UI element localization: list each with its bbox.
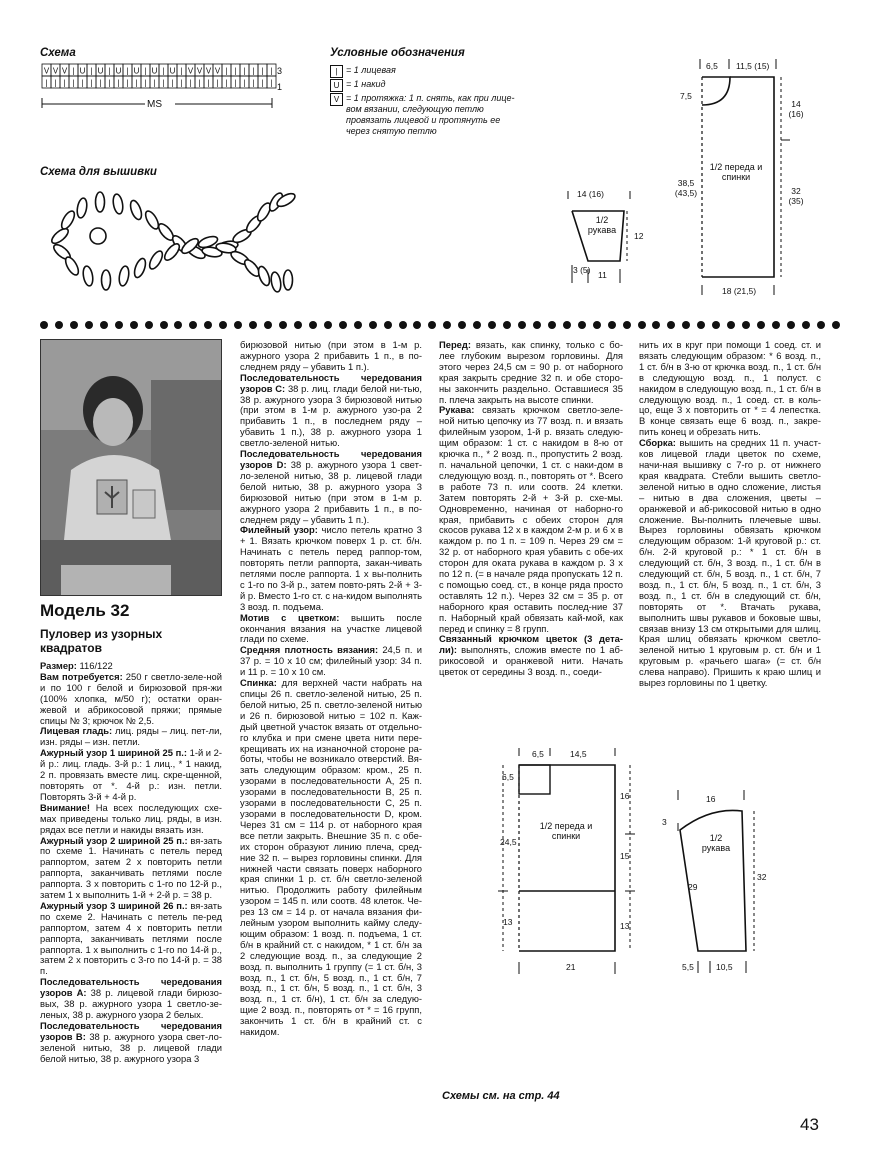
fb2-upper-height-dim: 24,5	[500, 837, 517, 847]
chart-cell-symbol: |	[270, 78, 273, 88]
separator-dot	[294, 321, 302, 329]
paragraph-heading: Внимание!	[40, 801, 90, 813]
fb2-bottom-width-dim: 21	[566, 962, 576, 972]
chart-cell-symbol: |	[216, 78, 219, 88]
legend-text-slip: = 1 протяжка: 1 п. снять, как при лице-вом вязании, следующую петлю провязать лицевой и протянуть ее через снятую петлю	[346, 93, 515, 136]
separator-dot	[160, 321, 168, 329]
paragraph-heading: Лицевая гладь:	[40, 725, 113, 737]
legend-item-yarnover	[330, 79, 520, 92]
paragraph	[40, 901, 222, 977]
separator-dot	[667, 321, 675, 329]
legend-text-yarnover: = 1 накид	[346, 79, 386, 89]
chart-cell-symbol: |	[234, 78, 237, 88]
chart-cell-symbol: V	[214, 66, 221, 76]
page-number: 43	[800, 1115, 819, 1134]
chart-cell-symbol: |	[108, 66, 111, 76]
chain-loop	[132, 257, 147, 279]
model-subtitle: Пуловер из узорных квадратов	[40, 627, 163, 655]
chart-cell-symbol: |	[270, 66, 273, 76]
chart-cell-symbol: |	[225, 78, 228, 88]
sleeve2-cap-dim: 3	[662, 817, 667, 827]
paragraph-body: связать крючком светло-зеле-ной нитью цепочку из 77 возд. п. и вязать филейным узором, 1-й р. вязать следую-щим образом: 1 ст. с накидом в 8-ю от крючка п., * 2 возд. п., пропустить 2 возд. п. начальной цепочки, 1 ст. с наки-дом в следующую возд. п., повторять от *. Всего в работе 73 п. или соотв. 24 клетки. Затем повторять 2-й + 3-й р. схе-мы. Одновременно, начиная от наборно-го края, прибавить с обеих сторон для скосов рукава 12 х в каждом 2-м р. и 6 х в каждом р. по 1 п. = 109 п. Через 29 см = 32 р. от наборного края убавить с обе-их сторон для оката рукава в каждом р. 3 х по 12 п. (= в начале ряда пропускать 12 п. с помощью соед. ст., в конце ряда просто оставлять 12 п.). Через 32 см = 35 р. от наборного края оставить послед-ние 37 п. Наборный край обвязать кай-мой, как перед и спинку = 8 групп.	[439, 404, 623, 634]
sleeve-label-bottom: 1/2 рукава	[701, 833, 731, 853]
paragraph	[240, 645, 422, 678]
separator-dot	[817, 321, 825, 329]
separator-dot	[130, 321, 138, 329]
paragraph	[439, 340, 623, 405]
fb-label-top: 1/2 переда и спинки	[709, 162, 763, 182]
separator-dot	[727, 321, 735, 329]
chart-cell-symbol: |	[162, 66, 165, 76]
separator-dot	[488, 321, 496, 329]
yarn-over-icon: U	[330, 79, 343, 92]
paragraph-body: бирюзовой нитью (при этом в 1-м р. ажурного узора 2 прибавить 1 п., в по-следнем ряду – убавить 1 п.).	[240, 339, 422, 372]
paragraph	[40, 672, 222, 727]
sleeve2-height-dim: 29	[688, 882, 698, 892]
chart-row-label-3: 3	[277, 66, 283, 76]
separator-dot	[219, 321, 227, 329]
sleeve-height-dim: 12	[634, 231, 644, 241]
chain-loop	[270, 271, 282, 292]
chart-cell-symbol: |	[252, 66, 255, 76]
separator-dot	[145, 321, 153, 329]
fb-total-height-dim: 38,5 (43,5)	[674, 178, 698, 198]
separator-dot	[503, 321, 511, 329]
paragraph-body: 24,5 п. и 37 р. = 10 х 10 см; филейный узор: 34 п. и 11 р. = 10 х 10 см.	[240, 644, 423, 678]
separator-dot	[309, 321, 317, 329]
chain-loop	[162, 241, 182, 262]
separator-dot	[384, 321, 392, 329]
chart-cell-symbol: U	[133, 66, 140, 76]
legend-title: Условные обозначения	[330, 47, 465, 59]
fb2-shoulder-width-dim: 14,5	[570, 749, 587, 759]
paragraph-heading: Размер:	[40, 660, 77, 671]
sleeve2-bottom-dim: 10,5	[716, 962, 733, 972]
paragraph-heading: Связанный крючком цветок (3 дета-ли):	[439, 633, 623, 656]
paragraph-heading: Спинка:	[240, 677, 277, 689]
legend-list	[330, 65, 520, 138]
chart-cell-symbol: |	[135, 78, 138, 88]
separator-dot	[70, 321, 78, 329]
separator-dot	[100, 321, 108, 329]
separator-dot	[428, 321, 436, 329]
separator-dot	[249, 321, 257, 329]
paragraph-heading: Вам потребуется:	[40, 670, 123, 682]
chart-cell-symbol: |	[243, 66, 246, 76]
chart-cell-symbol: |	[189, 78, 192, 88]
sleeve2-offset-dim: 5,5	[682, 962, 694, 972]
paragraph-heading: Ажурный узор 3 шириной 26 п.:	[40, 899, 188, 911]
chart-cell-symbol: U	[115, 66, 122, 76]
chain-loop	[76, 197, 88, 218]
paragraph-body: вышить после окончания вязания на участке лицевой глади по схеме.	[240, 611, 422, 645]
fb2-side-dim: 15	[620, 851, 630, 861]
slip-decrease-icon: V	[330, 93, 343, 106]
paragraph-body: вязать, как спинку, только с бо-лее глубоким вырезом горловины. Для этого через 24,5 см = 90 р. от наборного края закрыть средние 32 п. и обе сторо-ны закончить раздельно. Оставшиеся 35 п. плеча закрыть на высоте спинки.	[439, 339, 623, 405]
paragraph	[240, 613, 422, 646]
chart-cell-symbol: V	[43, 66, 50, 76]
text-column-3	[439, 340, 623, 678]
paragraph	[40, 977, 222, 1021]
fb-neck-depth-dim: 7,5	[680, 91, 692, 101]
paragraph	[240, 525, 422, 612]
separator-dot	[593, 321, 601, 329]
paragraph-heading: Последовательность чередования узоров B:	[40, 1019, 222, 1042]
chain-loop	[256, 265, 271, 287]
paragraph-body: 38 р. лицевой глади бирюзо-вых, 38 р. ажурного узора 1 светло-зе-леных, 38 р. ажурного узора 2 белых.	[40, 987, 223, 1020]
paragraph-body: выполнять, сложив вместе по 1 аб-рикосовой и оранжевой нити. Начать цветок от середины 3 возд. п., соеди-	[439, 644, 623, 678]
paragraph-body: 250 г светло-зеле-ной и по 100 г белой и бирюзовой пря-жи (100% хлопка, м/50 г); остатки оран-жевой и абрикосовой пряжи; прямые спицы № 3; крючок № 2,5.	[40, 670, 222, 726]
paragraph-body: для верхней части набрать на спицы 26 п. светло-зеленой нитью, 25 п. белой нитью, 25 п. светло-зеленой нитью и 26 п. бирюзовой нитью = 102 п. Каж-дый цветной участок вязать от отдельно-го клубка и при смене цвета нити пере-крещивать их на изнаночной стороне ра-боты, чтобы не возникало отверстий. Вя-зать следующим образом: кром., 25 п. узорами в последовательности A, 25 п. узорами в последовательности B, 25 п. узорами в последовательности C, 25 п. узорами в последовательности D, кром. Через 31 см = 114 р. от наборного края все петли закрыть. Внешние 35 п. с обе-их сторон образуют линию плеча, сред-ние 32 п. – вырез горловины спинки. Для нижней части связать поверх наборного края спинки 1 р. ст. б/н светло-зеленой нитью. Продолжить работу филейным узором = 145 п. или соотв. 48 клеток. Че-рез 13 см = 14 р. от начала вязания фи-лейным узором выполнить кайму следу-ющим образом: 1 возд. п. подъема, 1 ст. б/н в крайний ст. с накидом, * 1 ст. б/н за 2 следующие возд. п., за следующие 2 возд. п. выполнить 1 группу (= 1 ст. б/н, 3 возд. п., 1 ст. б/н, 5 возд. п., 1 ст. б/н, 7 возд. п., 1 ст. б/н, 5 возд. п., 1 ст. б/н, 3 возд. п., 1 ст. б/н), 1 ст. б/н за следую-щие 2 возд. п., повторять от * = 16 групп, закончить 1 ст. б/н в крайний ст. с накидом.	[240, 677, 422, 1038]
chart-cell-symbol: V	[187, 66, 194, 76]
chart-cell-symbol: |	[180, 66, 183, 76]
sleeve-bottom-width-dim: 11	[598, 270, 607, 280]
fb-armhole-dim: 14 (16)	[788, 99, 804, 119]
chart-cell-symbol: V	[196, 66, 203, 76]
paragraph-heading: Мотив с цветком:	[240, 611, 340, 623]
chart-cell-symbol: U	[97, 66, 104, 76]
chain-loop	[102, 270, 111, 290]
paragraph-heading: Перед:	[439, 339, 471, 350]
paragraph	[639, 340, 821, 438]
chart-cell-symbol: |	[72, 66, 75, 76]
separator-dot	[85, 321, 93, 329]
chart-cell-symbol: |	[162, 78, 165, 88]
separator-dot	[234, 321, 242, 329]
embroidery-title: Схема для вышивки	[40, 166, 157, 178]
chart-cell-symbol: |	[117, 78, 120, 88]
separator-dot	[279, 321, 287, 329]
separator-dot	[787, 321, 795, 329]
chart-cell-symbol: V	[61, 66, 68, 76]
separator-dot	[458, 321, 466, 329]
chart-cell-symbol: V	[52, 66, 59, 76]
paragraph-body: На всех последующих схе-мах приведены только лиц. ряды, в изн. рядах все петли и накиды вязать изн.	[40, 801, 222, 835]
chart-cell-symbol: |	[171, 78, 174, 88]
chart-cell-symbol: |	[261, 78, 264, 88]
chart-cell-symbol: |	[225, 66, 228, 76]
separator-dot	[55, 321, 63, 329]
separator-dot	[324, 321, 332, 329]
chart-cell-symbol: |	[54, 78, 57, 88]
fb-shoulder-width-dim: 11,5 (15)	[736, 61, 770, 71]
fb-neck-width-dim: 6,5	[706, 61, 718, 71]
chart-cell-symbol: |	[81, 78, 84, 88]
paragraph-body: 1-й и 2-й р.: лиц. гладь. 3-й р.: 1 лиц., * 1 накид, 2 п. провязать вместе лиц. скре-щенной, повторять от *. 4-й р.: изн. петли. Повторять 3-й + 4-й р.	[40, 747, 222, 802]
chain-loop	[63, 255, 81, 277]
paragraph	[40, 836, 222, 901]
separator-dot	[757, 321, 765, 329]
separator-dot	[742, 321, 750, 329]
paragraph-heading: Ажурный узор 2 шириной 25 п.:	[40, 834, 188, 846]
separator-dot	[772, 321, 780, 329]
separator-dot	[40, 321, 48, 329]
separator-dot	[638, 321, 646, 329]
separator-dot	[712, 321, 720, 329]
chain-loop	[284, 270, 293, 290]
paragraph	[439, 405, 623, 634]
paragraph-heading: Последовательность чередования узоров A:	[40, 976, 222, 999]
paragraph	[439, 634, 623, 678]
sleeve-pattern-bottom	[650, 785, 780, 980]
separator-dot	[578, 321, 586, 329]
knit-stitch-icon: |	[330, 65, 343, 78]
paragraph	[40, 1021, 222, 1065]
separator-dot	[652, 321, 660, 329]
separator-dot	[623, 321, 631, 329]
fish-embroidery-diagram	[40, 180, 310, 300]
chart-cell-symbol: |	[180, 78, 183, 88]
separator-dot	[369, 321, 377, 329]
chain-loop	[49, 226, 70, 246]
chart-cell-symbol: |	[144, 66, 147, 76]
separator-dot	[563, 321, 571, 329]
chart-cell-symbol: |	[261, 66, 264, 76]
sleeve2-total-dim: 32	[757, 872, 767, 882]
sleeve-top-width-dim: 14 (16)	[577, 189, 604, 199]
paragraph-heading: Последовательность чередования узоров D:	[240, 448, 422, 470]
chart-cell-symbol: |	[99, 78, 102, 88]
paragraph	[639, 438, 821, 689]
chart-cell-symbol: U	[151, 66, 158, 76]
separator-dot	[189, 321, 197, 329]
legend-item-knit	[330, 65, 520, 78]
separator-dot	[413, 321, 421, 329]
chart-cell-symbol: |	[63, 78, 66, 88]
paragraph-heading: Последовательность чередования узоров C:	[240, 371, 422, 394]
fish-eye-icon	[90, 228, 106, 244]
paragraph-body: лиц. ряды – лиц. пет-ли, изн. ряды – изн. петли.	[40, 725, 222, 748]
separator-dot	[518, 321, 526, 329]
separator-dot	[399, 321, 407, 329]
paragraph	[40, 803, 222, 836]
paragraph-body: число петель кратно 3 + 1. Вязать крючком поверх 1 р. ст. б/н. Начинать с петель перед раппор-том, повторять петли раппорта, закан-чивать петлями после раппорта. 1 х вы-полнить с 1-го по 3-й р., затем повто-рять 2-й + 3-й р. Вместо 1-го ст. с на-кидом выполнять 3 возд. п. подъема.	[240, 524, 422, 612]
separator-dot	[473, 321, 481, 329]
paragraph	[240, 449, 422, 525]
sleeve2-top-dim: 16	[706, 794, 716, 804]
paragraph	[40, 748, 222, 803]
separator-dot	[174, 321, 182, 329]
fb2-lower-right-dim: 13	[620, 921, 630, 931]
paragraph-heading: Рукава:	[439, 404, 475, 416]
text-column-1	[40, 661, 222, 1065]
fb-bottom-width-dim: 18 (21,5)	[722, 286, 757, 296]
separator-dot	[204, 321, 212, 329]
schemes-note: Схемы см. на стр. 44	[442, 1090, 560, 1102]
chart-cell-symbol: |	[144, 78, 147, 88]
separator-dot	[682, 321, 690, 329]
model-photo	[40, 339, 222, 596]
scheme-title: Схема	[40, 47, 76, 59]
fb2-armhole-dim: 16	[620, 791, 630, 801]
chart-cell-symbol: U	[79, 66, 86, 76]
paragraph-heading: Сборка:	[639, 437, 676, 449]
paragraph	[240, 340, 422, 373]
text-column-4	[639, 340, 821, 689]
separator-dot	[697, 321, 705, 329]
dot-separator	[40, 321, 840, 333]
chain-loop	[82, 265, 94, 286]
chain-loop	[59, 209, 77, 231]
fb-side-height-dim: 32 (35)	[788, 186, 804, 206]
chain-loop	[112, 193, 124, 214]
chart-cell-symbol: |	[126, 66, 129, 76]
separator-dot	[443, 321, 451, 329]
paragraph-heading: Ажурный узор 1 шириной 25 п.:	[40, 747, 187, 759]
chain-loop	[118, 265, 130, 286]
chart-cell-symbol: |	[153, 78, 156, 88]
paragraph-body: вя-зать по схеме 2. Начинать с петель пе-ред раппортом, затем 4 х повторить петли раппорта, заканчивать петлями после раппорта. 1 х выполнить с 1-го по 14-й р., затем 2 х повторить с 3-го по 14-й р. = 38 п.	[40, 899, 222, 977]
chart-cell-symbol: U	[169, 66, 176, 76]
paragraph-heading: Средняя плотность вязания:	[240, 644, 379, 656]
legend-text-knit: = 1 лицевая	[346, 65, 396, 75]
legend-item-slip	[330, 93, 520, 137]
separator-dot	[339, 321, 347, 329]
ms-label: MS	[147, 99, 162, 110]
paragraph-body: нить их в круг при помощи 1 соед. ст. и вязать следующим образом: * 6 возд. п., 1 ст. б/н в 3-ю от крючка возд. п., 1 ст. б/н в следующую возд. п., 1 полуст. с накидом в следующую возд. п., 1 ст. б/н в следующую возд. п., 1 соед. ст. в коль-цо, еще 3 х повторить от * = 4 лепестка. В конце связать еще 6 возд. п., закре-пить конец и обрезать нить.	[639, 339, 821, 438]
separator-dot	[115, 321, 123, 329]
paragraph-body: вя-зать по схеме 1. Начинать с петель перед раппортом, затем 2 х повторить петли раппорта, заканчивать петлями после раппорта. 3 х повторить с 1-го по 12-й р., затем 1 х выполнить 1-й + 2-й р. = 38 р.	[40, 834, 222, 901]
separator-dot	[354, 321, 362, 329]
chart-cell-symbol: |	[45, 78, 48, 88]
text-column-2	[240, 340, 422, 1038]
chain-loop	[147, 249, 165, 271]
chart-cell-symbol: |	[72, 78, 75, 88]
separator-dot	[548, 321, 556, 329]
paragraph-body: 116/122	[76, 660, 113, 671]
fb-label-bottom: 1/2 переда и спинки	[539, 821, 593, 841]
model-title: Модель 32	[40, 601, 130, 620]
paragraph	[240, 373, 422, 449]
separator-dot	[608, 321, 616, 329]
chart-cell-symbol: |	[90, 66, 93, 76]
sleeve-offset-dim: 3 (5)	[573, 265, 591, 275]
fb2-lower-left-dim: 13	[503, 917, 513, 927]
separator-dot	[264, 321, 272, 329]
chart-cell-symbol: |	[198, 78, 201, 88]
paragraph-body: 38 р. ажурного узора 1 свет-ло-зеленой нитью, 38 р. лицевой глади белой нитью, 38 р. ажурного узора 3 бирюзовой нитью (при этом в 1-м р. ажурного узора 2 прибавить 1 п., в по-следнем ряду – убавить 1 п.).	[240, 458, 422, 525]
chart-cell-symbol: |	[234, 66, 237, 76]
chain-loop	[96, 192, 105, 212]
chart-cell-symbol: V	[205, 66, 212, 76]
chart-cell-symbol: |	[90, 78, 93, 88]
fb2-neck-depth-dim: 6,5	[502, 772, 514, 782]
chart-cell-symbol: |	[108, 78, 111, 88]
paragraph	[240, 678, 422, 1038]
paragraph-body: вышить на средних 11 п. участ-ков лицевой глади цветок по схеме, начи-ная вышивку с 7-го р. от нижнего края квадрата. Стебли вышить светло-зеленой нитью в одно сложение, листья – нитью в два сложения, цветы – оранжевой и аб-рикосовой нитью в одно сложение. Вы-полнить плечевые швы. Вырез горловины обвязать крючком следующим образом: 1-й круговой р.: ст. б/н. 2-й круговой р.: * 1 ст. б/н в следующий ст. б/н, 3 возд. п., 1 ст. б/н в следующий ст. б/н, 5 возд. п., 1 ст. б/н, 7 возд. п., 1 ст. б/н, 5 возд. п., 1 ст. б/н, 3 возд. п., 1 ст. б/н в следующий ст. б/н, повторять от *. Втачать рукава, выполнить швы рукавов и боковые швы, связав внизу 13 см открытыми для шлиц. Края шлиц обвязать крючком светло-зеленой нитью 1 круговым р. ст. б/н и 1 круговым р. «рачьего шага» (= ст. б/н слева направо). Пришить к краю шлиц и вырез горловины по 1 цветку.	[639, 437, 821, 689]
chart-cell-symbol: |	[252, 78, 255, 88]
fb2-neck-width-dim: 6,5	[532, 749, 544, 759]
separator-dot	[802, 321, 810, 329]
paragraph-body: 38 р. лиц. глади белой ни-тью, 38 р. ажурного узора 3 бирюзовой нитью (при этом в 1-м р. ажурного узо-ра 2 прибавить 1 п., в последнем ряду – убавить 1 п.), 38 р. ажурного узора 1 светло-зеленой нитью.	[240, 382, 422, 449]
sleeve-label-top: 1/2 рукава	[587, 215, 617, 235]
chain-loop	[128, 199, 143, 221]
chart-cell-symbol: |	[126, 78, 129, 88]
chart-row-label-1: 1	[277, 82, 283, 92]
paragraph-heading: Филейный узор:	[240, 524, 318, 536]
separator-dot	[832, 321, 840, 329]
paragraph-body: 38 р. ажурного узора свет-ло-зеленой нитью, 38 р. лицевой глади белой нитью, 38 р. ажурного узора 3	[40, 1030, 222, 1064]
paragraph	[40, 726, 222, 748]
separator-dot	[533, 321, 541, 329]
chart-cell-symbol: |	[243, 78, 246, 88]
chart-cell-symbol: |	[207, 78, 210, 88]
